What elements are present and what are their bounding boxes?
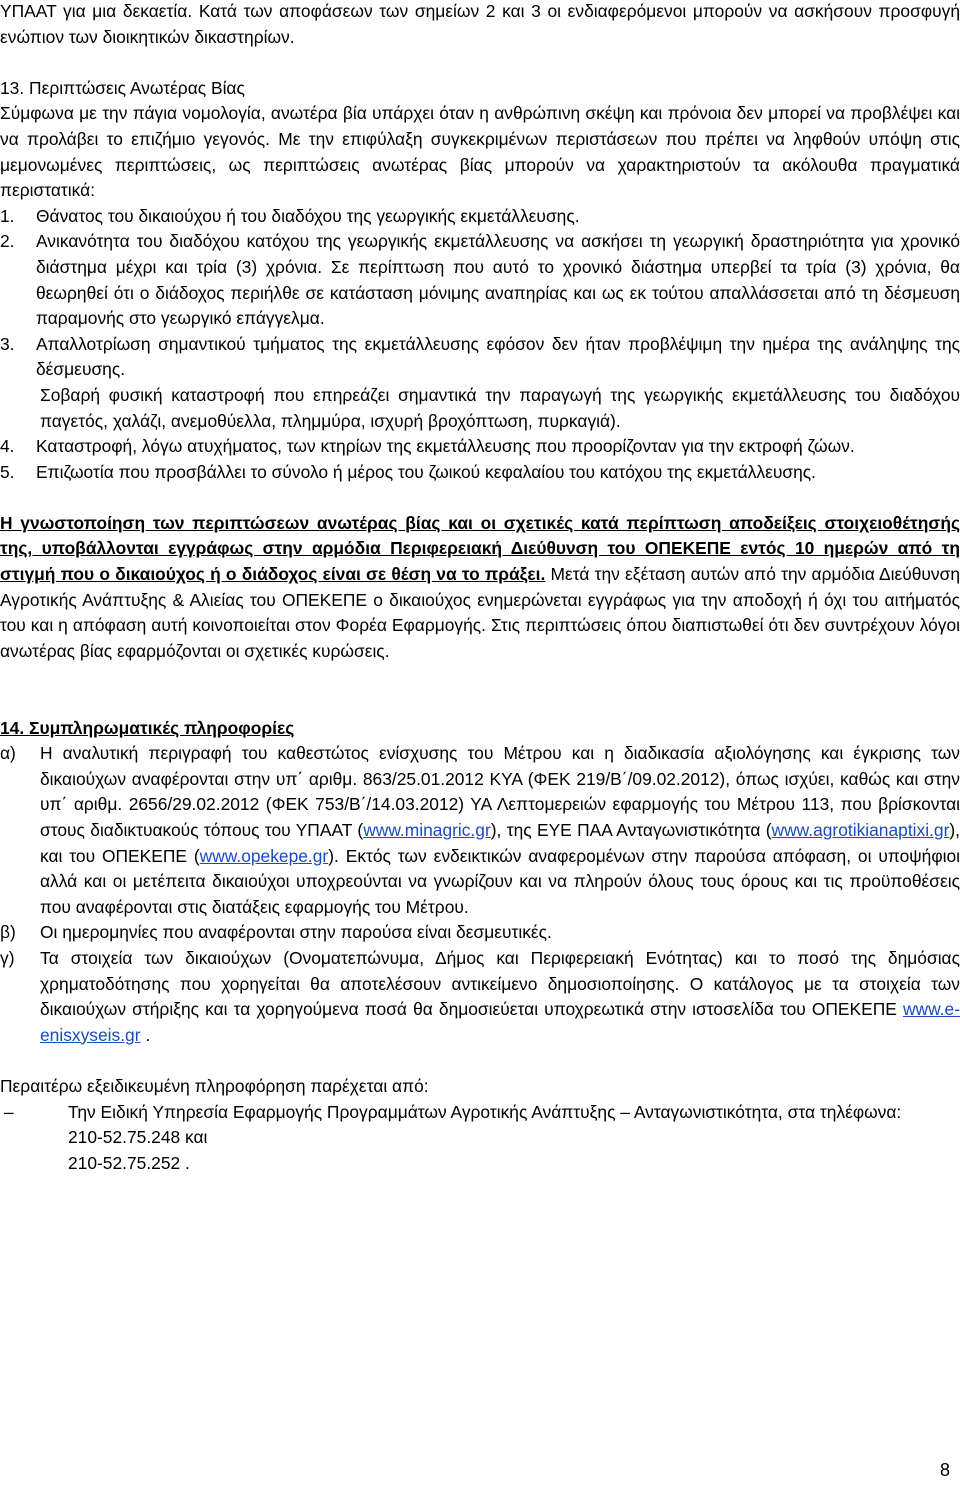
section-14-heading: 14. Συμπληρωματικές πληροφορίες	[0, 717, 295, 738]
dash-bullet-icon: –	[4, 1101, 14, 1122]
list-item-text: Ανικανότητα του διαδόχου κατόχου της γεωργικής εκμετάλλευσης να ασκήσει τη γεωργική δραστηριότητα για χρονικό διάστημα μέχρι και τρία (3) χρόνια. Σε περίπτωση που αυτό το χρονικό διάστημα υπερβεί τα τρία (3) χρόνια, θα θεωρηθεί ότι ο διάδοχος περιήλθε σε κατάσταση μόνιμης αναπηρίας και ως εκ τούτου απαλλάσσεται από τη δέσμευση παραμονής στο γεωργικό επάγγελμα.	[36, 231, 960, 329]
list-item-4	[0, 434, 960, 460]
spacer	[0, 50, 960, 76]
list-item-text	[40, 946, 960, 1048]
list-item-number: 4.	[0, 436, 15, 457]
natural-disaster-paragraph: Σοβαρή φυσική καταστροφή που επηρεάζει σημαντικά την παραγωγή της γεωργικής εκμετάλλευσης του διαδόχου παγετός, χαλάζι, ανεμοθύελλα, πλημμύρα, ισχυρή βροχόπτωση, πυρκαγιά).	[40, 384, 960, 431]
section-13-heading: 13. Περιπτώσεις Ανωτέρας Βίας	[0, 77, 245, 98]
force-majeure-notice-paragraph	[0, 511, 960, 665]
contact-bullet	[0, 1100, 960, 1126]
phone-number-1: 210-52.75.248 και	[68, 1127, 208, 1148]
list-item-letter: β)	[0, 922, 16, 943]
list-item-text: Επιζωοτία που προσβάλλει το σύνολο ή μέρος του ζωικού κεφαλαίου του κατόχου της εκμετάλλευσης.	[36, 461, 817, 482]
text-run: ), της ΕΥΕ ΠΑΑ Ανταγωνιστικότητα (	[490, 820, 772, 840]
list-item-number: 2.	[0, 231, 15, 252]
contact-text: Την Ειδική Υπηρεσία Εφαρμογής Προγραμμάτων Αγροτικής Ανάπτυξης – Ανταγωνιστικότητα, στα τηλέφωνα:	[68, 1101, 902, 1122]
list-item-c	[0, 946, 960, 1048]
list-item-b	[0, 920, 960, 946]
spacer	[0, 485, 960, 511]
list-item-text: Οι ημερομηνίες που αναφέρονται στην παρούσα είναι δεσμευτικές.	[40, 922, 552, 943]
spacer	[0, 664, 960, 715]
list-item-number: 3.	[0, 333, 15, 354]
list-item-a	[0, 741, 960, 920]
more-info-line: Περαιτέρω εξειδικευμένη πληροφόρηση παρέχεται από:	[0, 1075, 429, 1096]
text-run: Τα στοιχεία των δικαιούχων (Ονοματεπώνυμα, Δήμος και Περιφερειακή Ενότητας) και το ποσό της δημόσιας χρηματοδότησης που χορηγείται θα αποτελέσουν αντικείμενο δημοσιοποίησης. Ο κατάλογος με τα στοιχεία των δικαιούχων στήριξης και τα χορηγούμενα ποσά θα δημοσιεύεται υποχρεωτικά στην ιστοσελίδα του ΟΠΕΚΕΠΕ	[40, 947, 960, 1020]
notice-bold-underlined: Η γνωστοποίηση των περιπτώσεων ανωτέρας βίας και οι σχετικές κατά περίπτωση αποδείξεις στοιχειοθέτησής της, υποβάλλονται εγγράφως στην αρμόδια Περιφερειακή Διεύθυνση του ΟΠΕΚΕΠΕ εντός 10 ημερών από τη στιγμή που ο δικαιούχος ή ο διάδοχος είναι σε θέση να το πράξει.	[0, 512, 960, 585]
list-item-2	[0, 229, 960, 331]
page-number: 8	[939, 1460, 950, 1480]
list-item-3	[0, 332, 960, 383]
text-run: Η αναλυτική περιγραφή του καθεστώτος ενίσχυσης του Μέτρου και η διαδικασία αξιολόγησης και έγκρισης των δικαιούχων αναφέρονται στην υπ΄ αριθμ. 863/25.01.2012 ΚΥΑ (ΦΕΚ 219/Β΄/09.02.2012), όπως ισχύει, καθώς και στην υπ΄ αριθμ. 2656/29.02.2012 (ΦΕΚ 753/Β΄/14.03.2012) ΥΑ Λεπτομερειών εφαρμογής του Μέτρου 113, που βρίσκονται στους διαδικτυακούς τόπους του ΥΠΑΑΤ (	[40, 743, 960, 840]
link-opekepe[interactable]: www.opekepe.gr	[199, 845, 329, 866]
list-item-text: Απαλλοτρίωση σημαντικού τμήματος της εκμετάλλευσης εφόσον δεν ήταν προβλέψιμη την ημέρα της ανάληψης της δέσμευσης.	[36, 333, 960, 380]
link-e-enisxyseis[interactable]: www.e-enisxyseis.gr	[40, 999, 960, 1045]
text-run: ), και του ΟΠΕΚΕΠΕ (	[40, 820, 960, 866]
notice-text: Μετά την εξέταση αυτών από την αρμόδια Διεύθυνση Αγροτικής Ανάπτυξης & Αλιείας του ΟΠΕΚΕΠΕ ο δικαιούχος ενημερώνεται εγγράφως για την αποδοχή ή όχι του αιτήματός του και η απόφαση αυτή κοινοποιείται στον Φορέα Εφαρμογής. Στις περιπτώσεις όπου διαπιστωθεί ότι δεν συντρέχουν λόγοι ανωτέρας βίας εφαρμόζονται οι σχετικές κυρώσεις.	[0, 564, 960, 661]
continuation-paragraph: ΥΠΑΑΤ για μια δεκαετία. Κατά των αποφάσεων των σημείων 2 και 3 οι ενδιαφερόμενοι μπορούν να ασκήσουν προσφυγή ενώπιον των διοικητικών δικαστηρίων.	[0, 1, 960, 47]
list-item-1	[0, 204, 960, 230]
link-minagric[interactable]: www.minagric.gr	[363, 820, 491, 840]
list-item-text: Θάνατος του δικαιούχου ή του διαδόχου της γεωργικής εκμετάλλευσης.	[36, 205, 580, 226]
list-item-number: 1.	[0, 205, 15, 226]
list-item-text	[40, 741, 960, 920]
link-agrotikianaptixi[interactable]: www.agrotikianaptixi.gr	[771, 820, 950, 840]
phone-number-2: 210-52.75.252 .	[68, 1152, 190, 1173]
list-item-letter: α)	[0, 743, 16, 764]
section-13-intro: Σύμφωνα με την πάγια νομολογία, ανωτέρα βία υπάρχει όταν η ανθρώπινη σκέψη και πρόνοια δεν μπορεί να προβλέψει και να προλάβει το επιζήμιο γεγονός. Με την επιφύλαξη συγκεκριμένων περιστάσεων που πρέπει να ληφθούν υπόψη στις μεμονωμένες περιπτώσεις, ως περιπτώσεις ανωτέρας βίας μπορούν να χαρακτηριστούν τα ακόλουθα πραγματικά περιστατικά:	[0, 103, 960, 201]
text-run: ). Εκτός των ενδεικτικών αναφερομένων στην παρούσα απόφαση, οι υποψήφιοι αλλά και οι μετέπειτα δικαιούχοι υποχρεούνται να γνωρίζουν και να πληρούν όλους τους όρους και τις προϋποθέσεις που αναφέρονται στις διατάξεις εφαρμογής του Μέτρου.	[40, 845, 960, 917]
spacer	[0, 1048, 960, 1074]
list-item-5	[0, 460, 960, 486]
list-item-letter: γ)	[0, 947, 15, 968]
list-item-number: 5.	[0, 461, 15, 482]
list-item-text: Καταστροφή, λόγω ατυχήματος, των κτηρίων της εκμετάλλευσης που προορίζονταν για την εκτροφή ζώων.	[36, 436, 855, 457]
text-run: .	[140, 1024, 151, 1045]
